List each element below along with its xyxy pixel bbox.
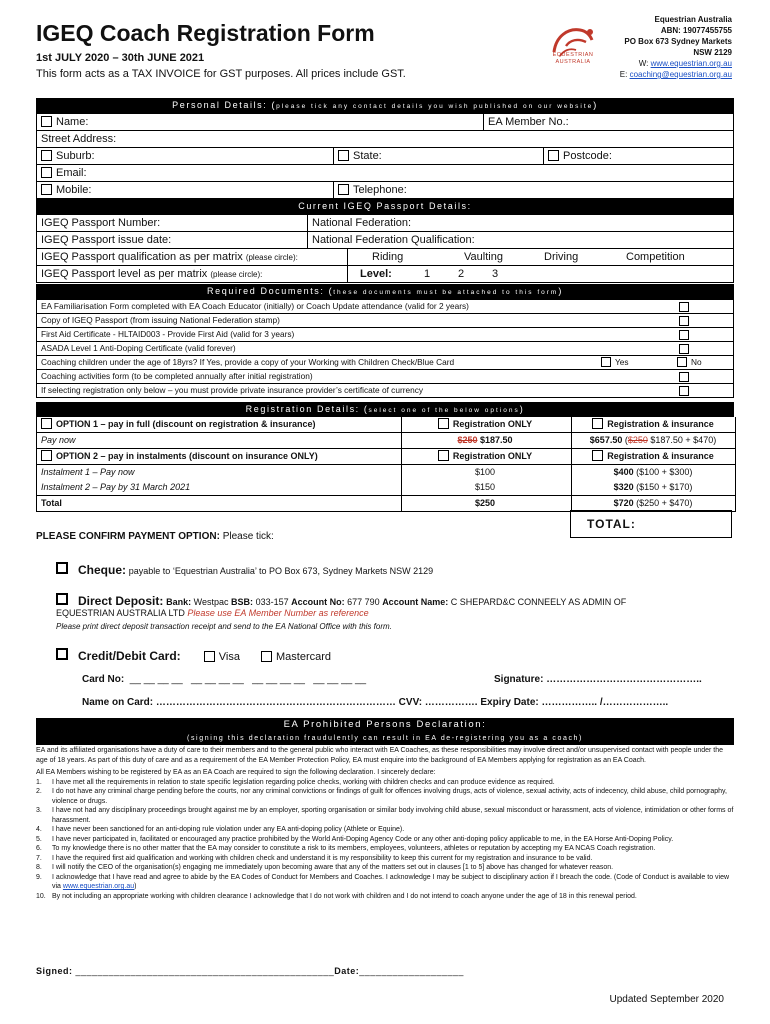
option2-reg-insurance-checkbox[interactable] bbox=[592, 450, 603, 461]
website-link[interactable]: www.equestrian.org.au bbox=[650, 59, 732, 68]
total-input[interactable]: TOTAL: bbox=[570, 510, 732, 538]
mobile-checkbox[interactable] bbox=[41, 184, 52, 195]
option1-reg-insurance-label: Registration & insurance bbox=[607, 419, 714, 429]
card-label: Credit/Debit Card: bbox=[78, 649, 181, 663]
postal-state: NSW 2129 bbox=[693, 48, 732, 57]
level-hint: (please circle): bbox=[210, 270, 263, 279]
mastercard-checkbox[interactable] bbox=[261, 651, 272, 662]
declaration-item: 10. By not including an appropriate working with children clearance I acknowledge that I do not work with children and I do not intend to coach anyone under the age of 18 in this renewal period. bbox=[36, 892, 637, 900]
declaration-item: 6. To my knowledge there is no other matter that the EA may consider to constitute a risk to its members, employees, volunteers, athletes or reputation by accepting my EA NCAS Coach registration. bbox=[36, 845, 656, 852]
competition-option[interactable]: Competition bbox=[626, 251, 685, 263]
option1-new-price: $187.50 bbox=[480, 435, 513, 445]
declaration-intro: EA and its affiliated organisations have a duty of care to their members and to the general public who interact with EA Coaches, as these responsibilities may involve direct and/or unsupervised contact with people under the age of 18 years. As part of this duty of care and as a requirement of the EA Member Protection Policy, EA must enquire into the background of EA Members applying for registration as an EA Coach. bbox=[36, 747, 724, 764]
bank-name: Westpac bbox=[193, 597, 229, 607]
instalment2-ins: $320 bbox=[613, 482, 634, 492]
cheque-label: Cheque: bbox=[78, 563, 126, 577]
option1-ins-total: $657.50 bbox=[589, 435, 623, 445]
federation-qualification-field[interactable]: National Federation Qualification: bbox=[312, 234, 475, 246]
declaration-bar: EA Prohibited Persons Declaration: bbox=[36, 718, 734, 732]
direct-deposit-checkbox[interactable] bbox=[56, 593, 68, 605]
registration-options-table: OPTION 1 – pay in full (discount on registration & insurance) Registration ONLY Registration & insurance Pay now $250 $187.50 $657.50 ($250 $187.50 + $470) OPTION 2 – pay in instalments (discount on insurance ONLY) Registration ONLY Registration & insurance Instalment 1 – Pay now $100 $400 ($100 + $300) Instalment 2 – Pay by 31 March 2021 $150 $320 ($150 + $170) Total $250 $720 ($250 + $470) bbox=[36, 417, 736, 512]
name-field[interactable]: Name: bbox=[56, 116, 89, 128]
instalment2-ins-detail: ($150 + $170) bbox=[636, 482, 693, 492]
level-2-option[interactable]: 2 bbox=[458, 268, 465, 280]
option1-checkbox[interactable] bbox=[41, 418, 52, 429]
bsb: 033-157 bbox=[255, 597, 289, 607]
pay-now-label: Pay now bbox=[37, 433, 402, 448]
code-of-conduct-link[interactable]: www.equestrian.org.au bbox=[62, 883, 135, 890]
option2-checkbox[interactable] bbox=[41, 450, 52, 461]
instalment2-reg: $150 bbox=[399, 480, 572, 495]
postal-address: PO Box 673 Sydney Markets bbox=[624, 37, 732, 46]
email-checkbox[interactable] bbox=[41, 167, 52, 178]
logo-text: EQUESTRIAN AUSTRALIA bbox=[552, 52, 594, 65]
telephone-field[interactable]: Telephone: bbox=[353, 184, 407, 196]
contact-block bbox=[562, 14, 732, 80]
doc-first-aid-checkbox[interactable] bbox=[679, 330, 689, 340]
passport-issue-date-field[interactable]: IGEQ Passport issue date: bbox=[41, 234, 172, 246]
option2-reg-only-label: Registration ONLY bbox=[452, 451, 533, 461]
postcode-field[interactable]: Postcode: bbox=[563, 150, 612, 162]
email-label: E: bbox=[619, 70, 628, 79]
total-ins-detail: ($250 + $470) bbox=[636, 498, 693, 508]
declaration-lead: All EA Members wishing to be registered by EA as an EA Coach are required to sign the following declaration. I sincerely declare: bbox=[36, 769, 436, 776]
wwc-yes-label: Yes bbox=[615, 357, 629, 367]
confirm-payment: PLEASE CONFIRM PAYMENT OPTION: Please tick: bbox=[36, 531, 274, 542]
doc-asada-checkbox[interactable] bbox=[679, 344, 689, 354]
web-label: W: bbox=[638, 59, 649, 68]
driving-option[interactable]: Driving bbox=[544, 251, 579, 263]
declaration-text bbox=[36, 746, 734, 901]
total-ins: $720 bbox=[613, 498, 634, 508]
visa-checkbox[interactable] bbox=[204, 651, 215, 662]
mobile-field[interactable]: Mobile: bbox=[56, 184, 92, 196]
card-number-input[interactable]: __ __ __ __ __ __ __ __ __ __ __ __ __ __ __ __ bbox=[129, 674, 367, 685]
total-reg: $250 bbox=[399, 496, 572, 511]
ea-member-field[interactable]: EA Member No.: bbox=[488, 116, 569, 128]
wwc-no-checkbox[interactable] bbox=[677, 357, 687, 367]
signature-field[interactable]: Signature: ……………………………………….. bbox=[494, 674, 702, 685]
declaration-item: 9. I acknowledge that I have read and agree to abide by the EA Codes of Conduct for Members and Coaches. I acknowledge I may be subject to disciplinary action if I breach the code. (Code of Conduct is available to view via www.equestrian.org.au) bbox=[36, 873, 730, 890]
wwc-yes-checkbox[interactable] bbox=[601, 357, 611, 367]
cheque-option bbox=[56, 562, 433, 577]
registration-period: 1st JULY 2020 – 30th JUNE 2021 bbox=[36, 52, 205, 64]
doc-coaching-activities-checkbox[interactable] bbox=[679, 372, 689, 382]
option1-ins-detail: $187.50 + $470) bbox=[650, 435, 717, 445]
vaulting-option[interactable]: Vaulting bbox=[464, 251, 503, 263]
declaration-item: 4. I have never been sanctioned for an anti-doping rule violation under any EA anti-doping policy (Athlete or Equine). bbox=[36, 826, 405, 833]
email-field[interactable]: Email: bbox=[56, 167, 87, 179]
visa-label: Visa bbox=[218, 651, 240, 663]
signed-input[interactable]: _______________________________________________ bbox=[75, 966, 335, 976]
option1-reg-insurance-checkbox[interactable] bbox=[592, 418, 603, 429]
qualification-hint: (please circle): bbox=[245, 253, 298, 262]
doc-passport-copy: Copy of IGEQ Passport (from issuing National Federation stamp) bbox=[36, 314, 734, 328]
print-note: Please print direct deposit transaction receipt and send to the EA National Office with this form. bbox=[56, 622, 392, 631]
level-label: Level: bbox=[360, 268, 392, 280]
national-federation-field[interactable]: National Federation: bbox=[312, 217, 412, 229]
option1-reg-only-checkbox[interactable] bbox=[438, 418, 449, 429]
option2-reg-only-checkbox[interactable] bbox=[438, 450, 449, 461]
personal-details-grid bbox=[36, 113, 734, 199]
doc-first-aid: First Aid Certificate - HLTAID003 - Provide First Aid (valid for 3 years) bbox=[36, 328, 734, 342]
declaration-list bbox=[36, 778, 734, 902]
suburb-field[interactable]: Suburb: bbox=[56, 150, 95, 162]
level-matrix-label: IGEQ Passport level as per matrix bbox=[41, 268, 208, 280]
card-option bbox=[56, 648, 331, 663]
total-label: Total bbox=[37, 496, 402, 511]
date-label: Date: bbox=[334, 966, 360, 976]
option1-ins-old: $250 bbox=[627, 435, 648, 445]
name-checkbox[interactable] bbox=[41, 116, 52, 127]
account-name: C SHEPARD&C CONNEELY AS ADMIN OF bbox=[450, 597, 627, 607]
updated-note: Updated September 2020 bbox=[609, 994, 724, 1005]
suburb-checkbox[interactable] bbox=[41, 150, 52, 161]
street-field[interactable]: Street Address: bbox=[41, 133, 117, 145]
declaration-item: 3. I have not had any disciplinary proceedings brought against me by an employer, sporting organisation or similar body involving child abuse, sexual misconduct or harassment, acts of violence, intimidation or other forms of harassment. bbox=[36, 807, 734, 824]
passport-details-grid bbox=[36, 214, 734, 283]
org-name: Equestrian Australia bbox=[654, 15, 732, 24]
email-link[interactable]: coaching@equestrian.org.au bbox=[629, 70, 732, 79]
required-documents-list bbox=[36, 299, 734, 398]
date-input[interactable]: ___________________ bbox=[359, 966, 464, 976]
declaration-item: 5. I have never participated in, facilitated or encouraged any practice prohibited by the World Anti-Doping Agency Code or any other anti-doping policy applicable to me, in the EA Horse Anti-Doping Policy. bbox=[36, 835, 674, 843]
instalment1-ins: $400 bbox=[613, 467, 634, 477]
registration-details-bar: Registration Details: (select one of the below options) bbox=[36, 402, 734, 417]
telephone-checkbox[interactable] bbox=[338, 184, 349, 195]
declaration-item: 1. I have met all the requirements in relation to state specific legislation regarding police checks, working with children checks and can produce evidence as required. bbox=[36, 778, 555, 786]
cheque-checkbox[interactable] bbox=[56, 562, 68, 574]
doc-private-insurance-checkbox[interactable] bbox=[679, 386, 689, 396]
direct-deposit-label: Direct Deposit: bbox=[78, 594, 164, 608]
declaration-warning: (signing this declaration fraudulently can result in EA de-registering you as a coach) bbox=[36, 732, 734, 745]
level-1-option[interactable]: 1 bbox=[424, 268, 431, 280]
option2-label: OPTION 2 – pay in instalments (discount on insurance ONLY) bbox=[56, 451, 318, 461]
doc-passport-copy-checkbox[interactable] bbox=[679, 316, 689, 326]
declaration-item: 2. I do not have any criminal charge pending before the courts, nor any criminal convictions or findings of guilt for offences involving drugs, acts of violence, sexual activity, acts of indecency, child abuse, child pornography, violence or drugs. bbox=[36, 788, 727, 805]
doc-asada: ASADA Level 1 Anti-Doping Certificate (valid forever) bbox=[36, 342, 734, 356]
postcode-checkbox[interactable] bbox=[548, 150, 559, 161]
passport-number-field[interactable]: IGEQ Passport Number: bbox=[41, 217, 161, 229]
doc-familiarisation-checkbox[interactable] bbox=[679, 302, 689, 312]
page-title: IGEQ Coach Registration Form bbox=[36, 20, 375, 46]
signed-label: Signed: bbox=[36, 966, 73, 976]
doc-familiarisation: EA Familiarisation Form completed with EA Coach Educator (initially) or Coach Update attendance (valid for 2 years) bbox=[36, 299, 734, 314]
name-on-card-row[interactable]: Name on Card: ……………………………………………………………… CVV: ……………. Expiry Date: …………….. /……………….. bbox=[82, 697, 669, 708]
account-number: 677 790 bbox=[347, 597, 380, 607]
qualification-matrix-label: IGEQ Passport qualification as per matrix bbox=[41, 251, 243, 263]
mastercard-label: Mastercard bbox=[276, 651, 332, 663]
option1-label: OPTION 1 – pay in full (discount on registration & insurance) bbox=[56, 419, 316, 429]
reference-note: Please use EA Member Number as reference bbox=[187, 608, 369, 618]
wwc-no-label: No bbox=[691, 357, 702, 367]
instalment1-label: Instalment 1 – Pay now bbox=[37, 465, 402, 480]
riding-option[interactable]: Riding bbox=[372, 251, 404, 263]
cheque-text: payable to ‘Equestrian Australia’ to PO Box 673, Sydney Markets NSW 2129 bbox=[128, 566, 434, 576]
abn: ABN: 19077455755 bbox=[660, 26, 732, 35]
declaration-item: 8. I will notify the CEO of the organisation(s) engaging me immediately upon becoming aware that any of the matters set out in clauses [1 to 5] above has changed for whatever reason. bbox=[36, 864, 614, 871]
doc-private-insurance: If selecting registration only below – you must provide private insurance provider’s certificate of currency bbox=[36, 384, 734, 398]
instalment2-label: Instalment 2 – Pay by 31 March 2021 bbox=[37, 480, 402, 495]
tax-note: This form acts as a TAX INVOICE for GST purposes. All prices include GST. bbox=[36, 68, 406, 80]
signature-row bbox=[36, 966, 464, 976]
state-checkbox[interactable] bbox=[338, 150, 349, 161]
option2-reg-insurance-label: Registration & insurance bbox=[607, 451, 714, 461]
personal-details-bar: Personal Details: (please tick any contact details you wish published on our website) bbox=[36, 98, 734, 113]
card-number-row: Card No: __ __ __ __ __ __ __ __ __ __ __ __ __ __ __ __ bbox=[82, 674, 367, 685]
card-checkbox[interactable] bbox=[56, 648, 68, 660]
declaration-item: 7. I have the required first aid qualification and working with children check and understand it is my responsibility to keep this current for my registration and insurance to be valid. bbox=[36, 854, 593, 862]
account-name-cont: EQUESTRIAN AUSTRALIA LTD Please use EA Member Number as reference bbox=[56, 608, 369, 618]
level-3-option[interactable]: 3 bbox=[492, 268, 499, 280]
instalment1-ins-detail: ($100 + $300) bbox=[636, 467, 693, 477]
passport-details-bar: Current IGEQ Passport Details: bbox=[36, 199, 734, 214]
state-field[interactable]: State: bbox=[353, 150, 382, 162]
doc-working-with-children: Coaching children under the age of 18yrs? If Yes, provide a copy of your Working with Children Check/Blue Card Yes No bbox=[36, 356, 734, 370]
option1-reg-only-label: Registration ONLY bbox=[452, 419, 533, 429]
instalment1-reg: $100 bbox=[399, 465, 572, 480]
option1-old-price: $250 bbox=[457, 435, 478, 445]
doc-coaching-activities: Coaching activities form (to be completed annually after initial registration) bbox=[36, 370, 734, 384]
direct-deposit-option: Direct Deposit: Bank: Westpac BSB: 033-157 Account No: 677 790 Account Name: C SHEPARD&C CONNEELY AS ADMIN OF bbox=[56, 593, 736, 608]
required-documents-bar: Required Documents: (these documents must be attached to this form) bbox=[36, 284, 734, 299]
